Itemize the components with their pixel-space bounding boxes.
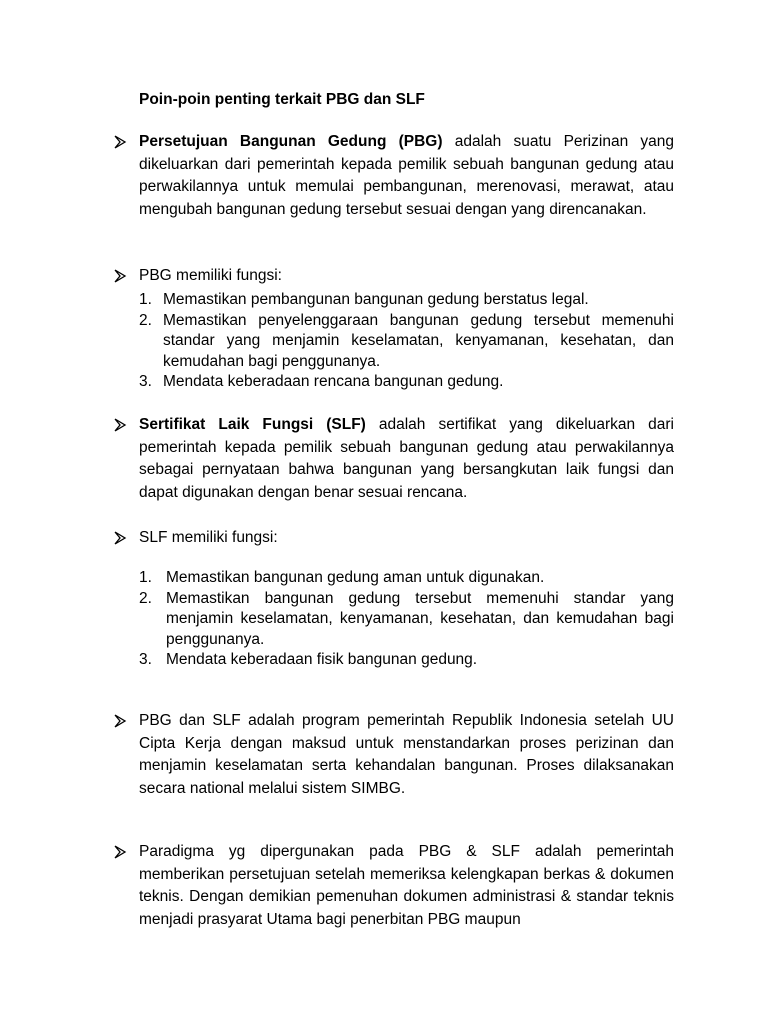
arrow-bullet-icon [112, 134, 128, 150]
definition-text: adalah sertifikat yang dikeluarkan dari pemerintah kepada pemilik sebuah bangunan gedung atau perwakilannya sebagai pernyataan bahwa bangunan yang bersangkutan laik fungsi dan dapat digunakan dengan benar sesuai rencana. [139, 416, 674, 501]
bullet-slf-fungsi [112, 527, 674, 550]
list-number: 3. [139, 651, 152, 669]
pbg-fungsi-list [139, 290, 674, 393]
list-number: 3. [139, 373, 152, 391]
list-item [139, 650, 674, 671]
bullet-slf-definition [112, 414, 674, 504]
bullet-pbg-fungsi [112, 265, 674, 288]
arrow-bullet-icon [112, 530, 128, 546]
list-item [139, 589, 674, 651]
list-number: 1. [139, 291, 152, 308]
bullet-text: Paradigma yg dipergunakan pada PBG & SLF adalah pemerintah memberikan persetujuan setelah memeriksa kelengkapan berkas & dokumen teknis. Dengan demikian pemenuhan dokumen administrasi & standar teknis menjadi prasyarat Utama bagi penerbitan PBG maupun [139, 843, 674, 928]
bullet-heading: SLF memiliki fungsi: [139, 529, 278, 546]
bullet-text [139, 414, 674, 504]
list-number: 2. [139, 589, 152, 607]
list-item [139, 290, 674, 311]
bullet-heading: PBG memiliki fungsi: [139, 267, 282, 284]
list-item [139, 568, 674, 589]
list-item [139, 372, 674, 393]
list-item-text: Memastikan penyelenggaraan bangunan gedung tersebut memenuhi standar yang menjamin keselamatan, kenyamanan, kesehatan, dan kemudahan bagi penggunanya. [163, 311, 674, 370]
arrow-bullet-icon [112, 268, 128, 284]
arrow-bullet-icon [112, 417, 128, 433]
list-item-text: Mendata keberadaan fisik bangunan gedung. [166, 651, 478, 669]
list-item [139, 311, 674, 373]
list-number: 2. [139, 311, 152, 329]
list-item-text: Memastikan bangunan gedung tersebut memenuhi standar yang menjamin keselamatan, kenyamanan, kesehatan, dan kemudahan bagi penggunanya. [166, 589, 674, 648]
term-pbg: Persetujuan Bangunan Gedung (PBG) [139, 133, 443, 150]
list-item-text: Memastikan pembangunan bangunan gedung berstatus legal. [163, 291, 589, 308]
bullet-paradigma [112, 841, 674, 931]
definition-text: adalah suatu Perizinan yang dikeluarkan dari pemerintah kepada pemilik sebuah bangunan gedung atau perwakilannya untuk memulai pembangunan, merenovasi, merawat, atau mengubah bangunan gedung tersebut sesuai dengan yang direncanakan. [139, 133, 674, 218]
arrow-bullet-icon [112, 844, 128, 860]
document-title: Poin-poin penting terkait PBG dan SLF [139, 91, 425, 108]
list-item-text: Memastikan bangunan gedung aman untuk digunakan. [166, 569, 545, 586]
bullet-text [139, 131, 674, 221]
arrow-bullet-icon [112, 713, 128, 729]
list-item-text: Mendata keberadaan rencana bangunan gedung. [163, 373, 504, 391]
term-slf: Sertifikat Laik Fungsi (SLF) [139, 416, 366, 433]
bullet-pbg-definition [112, 131, 674, 221]
bullet-program [112, 710, 674, 800]
bullet-text: PBG dan SLF adalah program pemerintah Republik Indonesia setelah UU Cipta Kerja dengan maksud untuk menstandarkan proses perizinan dan menjamin keselamatan serta kehandalan bangunan. Proses dilaksanakan secara national melalui sistem SIMBG. [139, 712, 674, 797]
slf-fungsi-list [139, 568, 674, 671]
list-number: 1. [139, 569, 152, 586]
